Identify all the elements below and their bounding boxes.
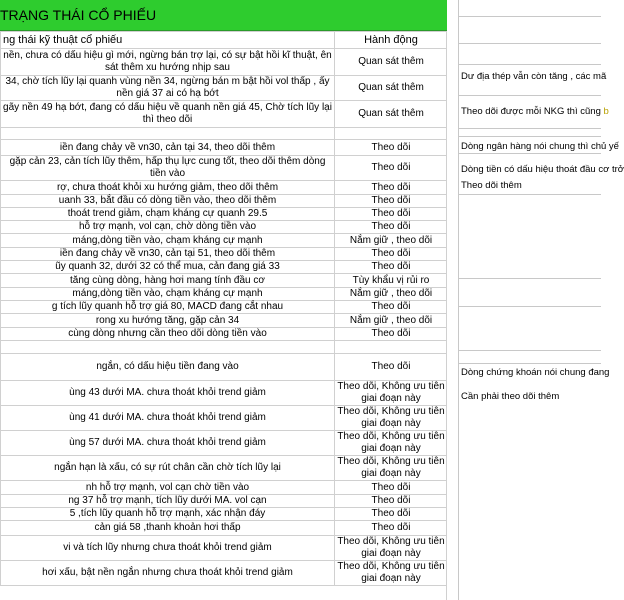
technical-status-cell[interactable]: gãy nền 49 hạ bớt, đang có dấu hiệu về quanh nền giá 45, Chờ tích lũy lại thì theo dõi (1, 101, 335, 128)
action-cell[interactable]: Quan sát thêm (335, 101, 448, 128)
action-cell[interactable]: Theo dõi (335, 521, 448, 536)
note-nkg-text: Theo dõi được mỗi NKG thì cũng (461, 106, 604, 117)
technical-status-cell[interactable]: cản giá 58 ,thanh khoản hơi thấp (1, 521, 335, 536)
technical-status-cell[interactable]: ùng 43 dưới MA. chưa thoát khỏi trend giảm (1, 381, 335, 406)
technical-status-cell[interactable]: g tích lũy quanh hỗ trợ giá 80, MACD đang cắt nhau (1, 301, 335, 314)
technical-status-cell[interactable]: ùng 57 dưới MA. chưa thoát khỏi trend giảm (1, 431, 335, 456)
table-row (1, 248, 448, 261)
technical-status-cell[interactable]: nền, chưa có dấu hiệu gì mới, ngừng bán trợ lại, có sự bật hồi kĩ thuật, ên sát thêm xu hướng nhịp sau (1, 49, 335, 76)
technical-status-cell[interactable]: hỗ trợ mạnh, vol cạn, chờ dòng tiền vào (1, 221, 335, 234)
table-row (1, 328, 448, 341)
table-row (1, 234, 448, 248)
grid-line (459, 16, 601, 17)
action-cell[interactable]: Theo dõi (335, 181, 448, 195)
table-row (1, 561, 448, 586)
grid-line (459, 136, 601, 137)
technical-status-cell[interactable]: ngắn hạn là xấu, có sự rút chân cần chờ tích lũy lại (1, 456, 335, 481)
spreadsheet-grid[interactable] (0, 31, 447, 600)
action-cell[interactable] (335, 341, 448, 354)
technical-status-cell[interactable]: rợ, chưa thoát khỏi xu hướng giảm, theo dõi thêm (1, 181, 335, 195)
technical-status-cell[interactable]: cùng dòng nhưng cần theo dõi dòng tiền vào (1, 328, 335, 341)
technical-status-cell[interactable]: 34, chờ tích lũy lại quanh vùng nền 34, ngừng bán m bật hồi vol thấp , ấy nền giá 37 ai có hạ bớt (1, 76, 335, 101)
grid-line (459, 350, 601, 351)
action-cell[interactable]: Theo dõi (335, 195, 448, 208)
technical-status-cell[interactable]: 5 ,tích lũy quanh hỗ trợ mạnh, xác nhận đáy (1, 508, 335, 521)
technical-status-cell[interactable]: ng 37 hỗ trợ mạnh, tích lũy dưới MA. vol cạn (1, 495, 335, 508)
action-cell[interactable]: Theo dõi, Không ưu tiên giai đoạn này (335, 381, 448, 406)
action-cell[interactable]: Theo dõi, Không ưu tiên giai đoạn này (335, 536, 448, 561)
action-cell[interactable]: Theo dõi (335, 508, 448, 521)
table-row (1, 341, 448, 354)
technical-status-cell[interactable]: máng,dòng tiền vào, chạm kháng cự mạnh (1, 288, 335, 301)
action-cell[interactable]: Theo dõi (335, 261, 448, 274)
column-header-action[interactable]: Hành động (335, 32, 448, 49)
table-row (1, 208, 448, 221)
action-cell[interactable]: Theo dõi (335, 140, 448, 156)
grid-line (459, 95, 601, 96)
grid-line (459, 194, 601, 195)
action-cell[interactable]: Quan sát thêm (335, 49, 448, 76)
sheet-title-banner[interactable] (0, 0, 447, 31)
table-row (1, 354, 448, 381)
header-row (1, 32, 448, 49)
technical-status-cell[interactable] (1, 341, 335, 354)
technical-status-cell[interactable]: tăng cùng dòng, hàng hơi mang tính đầu cơ (1, 274, 335, 288)
action-cell[interactable]: Theo dõi (335, 354, 448, 381)
action-cell[interactable]: Theo dõi (335, 301, 448, 314)
grid-line (459, 306, 601, 307)
technical-status-cell[interactable]: rong xu hướng tăng, gặp cản 34 (1, 314, 335, 328)
table-row (1, 456, 448, 481)
table-row (1, 495, 448, 508)
table-row (1, 406, 448, 431)
grid-line (459, 278, 601, 279)
table-row (1, 381, 448, 406)
table-row (1, 481, 448, 495)
action-cell[interactable]: Nắm giữ , theo dõi (335, 314, 448, 328)
table-row (1, 49, 448, 76)
action-cell[interactable]: Theo dõi, Không ưu tiên giai đoạn này (335, 431, 448, 456)
action-cell[interactable]: Theo dõi (335, 328, 448, 341)
note-nkg[interactable] (461, 106, 609, 117)
action-cell[interactable]: Theo dõi (335, 481, 448, 495)
action-cell[interactable]: Nắm giữ , theo dõi (335, 234, 448, 248)
table-row (1, 288, 448, 301)
grid-line (459, 363, 601, 364)
technical-status-cell[interactable]: nh hỗ trợ mạnh, vol cạn chờ tiền vào (1, 481, 335, 495)
table-row (1, 536, 448, 561)
grid-line (459, 153, 601, 154)
action-cell[interactable]: Theo dõi (335, 248, 448, 261)
table-row (1, 181, 448, 195)
table-row (1, 140, 448, 156)
technical-status-cell[interactable]: ũy quanh 32, dưới 32 có thể mua, cản đang giá 33 (1, 261, 335, 274)
grid-line (459, 128, 601, 129)
action-cell[interactable]: Theo dõi, Không ưu tiên giai đoạn này (335, 456, 448, 481)
action-cell[interactable]: Theo dõi (335, 221, 448, 234)
table-row (1, 156, 448, 181)
technical-status-cell[interactable] (1, 128, 335, 140)
technical-status-cell[interactable]: iền đang chảy về vn30, cản tại 51, theo dõi thêm (1, 248, 335, 261)
technical-status-cell[interactable]: thoát trend giảm, chạm kháng cự quanh 29.5 (1, 208, 335, 221)
table-row (1, 274, 448, 288)
table-row (1, 261, 448, 274)
action-cell[interactable]: Theo dõi, Không ưu tiên giai đoạn này (335, 561, 448, 586)
column-header-technical-status[interactable]: ng thái kỹ thuật cổ phiếu (1, 32, 335, 49)
table-row (1, 101, 448, 128)
action-cell[interactable]: Quan sát thêm (335, 76, 448, 101)
sheet-title: TRẠNG THÁI CỔ PHIẾU (0, 7, 157, 23)
table-row (1, 301, 448, 314)
note-banking[interactable]: Dòng ngân hàng nói chung thì chủ yế (461, 141, 619, 152)
table-row (1, 521, 448, 536)
technical-status-cell[interactable]: iền đang chảy về vn30, cản tại 34, theo dõi thêm (1, 140, 335, 156)
table-row (1, 76, 448, 101)
action-cell[interactable]: Theo dõi (335, 495, 448, 508)
technical-status-cell[interactable]: gặp cản 23, cản tích lũy thêm, hấp thụ lực cung tốt, theo dõi thêm dòng tiền vào (1, 156, 335, 181)
stock-status-table (0, 31, 448, 586)
technical-status-cell[interactable]: ngắn, có dấu hiệu tiền đang vào (1, 354, 335, 381)
action-cell[interactable] (335, 128, 448, 140)
action-cell[interactable]: Tùy khẩu vị rủi ro (335, 274, 448, 288)
table-row (1, 221, 448, 234)
note-steel[interactable]: Dư địa thép vẫn còn tăng , các mã (461, 71, 607, 82)
table-row (1, 508, 448, 521)
note-need-watch[interactable]: Cần phải theo dõi thêm (461, 391, 560, 402)
notes-column[interactable] (458, 0, 624, 600)
technical-status-cell[interactable]: máng,dòng tiền vào, chạm kháng cự mạnh (1, 234, 335, 248)
technical-status-cell[interactable]: uanh 33, bắt đầu có dòng tiền vào, theo dõi thêm (1, 195, 335, 208)
table-row (1, 431, 448, 456)
action-cell[interactable]: Theo dõi (335, 156, 448, 181)
note-watch-more[interactable]: Theo dõi thêm (461, 180, 522, 191)
technical-status-cell[interactable]: vi và tích lũy nhưng chưa thoát khỏi trend giảm (1, 536, 335, 561)
grid-line (459, 43, 601, 44)
note-cash-flow[interactable]: Dòng tiền có dấu hiệu thoát đầu cơ trở (461, 164, 624, 175)
table-row (1, 195, 448, 208)
technical-status-cell[interactable]: ùng 41 dưới MA. chưa thoát khỏi trend giảm (1, 406, 335, 431)
note-securities[interactable]: Dòng chứng khoán nói chung đang (461, 367, 610, 378)
technical-status-cell[interactable]: hơi xấu, bật nền ngắn nhưng chưa thoát khỏi trend giảm (1, 561, 335, 586)
table-row (1, 128, 448, 140)
column-gap (447, 0, 458, 600)
grid-line (459, 64, 601, 65)
action-cell[interactable]: Theo dõi (335, 208, 448, 221)
table-row (1, 314, 448, 328)
action-cell[interactable]: Theo dõi, Không ưu tiên giai đoạn này (335, 406, 448, 431)
note-nkg-highlight: b (603, 106, 609, 117)
action-cell[interactable]: Nắm giữ , theo dõi (335, 288, 448, 301)
